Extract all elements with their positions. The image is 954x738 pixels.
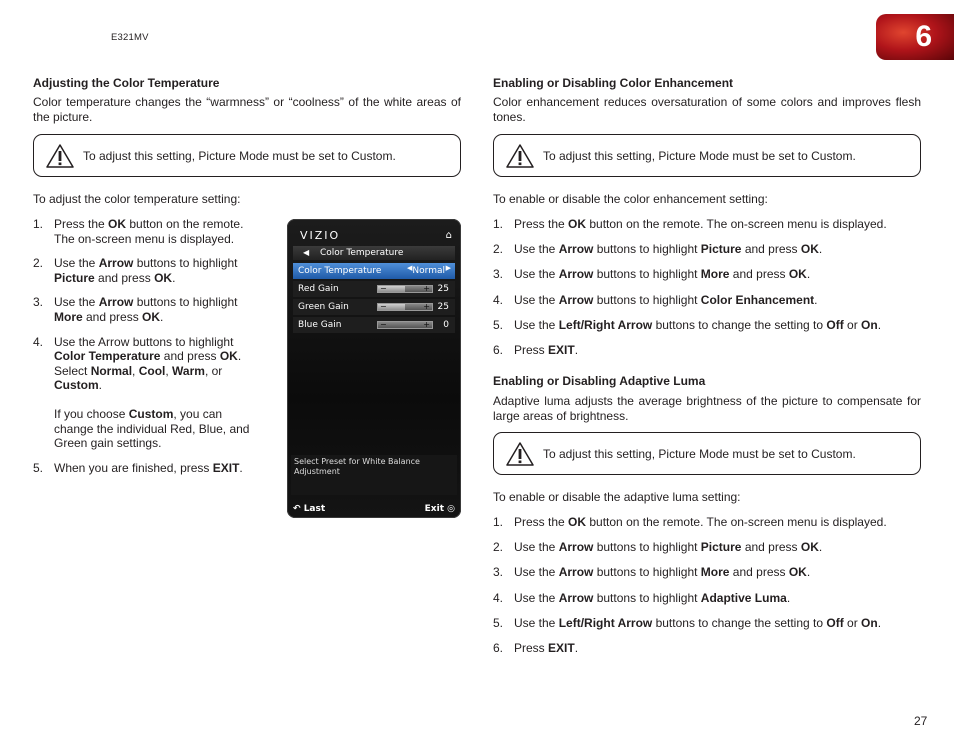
lead-color-temperature: To adjust the color temperature setting: [33, 192, 241, 206]
step-text: Use the Arrow buttons to highlight Adaptive Luma. [514, 590, 791, 605]
exit-label: Exit [424, 504, 444, 514]
plus-icon: + [423, 284, 430, 293]
step-item [493, 540, 923, 555]
step-item [33, 256, 258, 285]
note-text: To adjust this setting, Picture Mode must be set to Custom. [543, 447, 856, 461]
step-number: 3. [493, 267, 504, 282]
step-item [33, 217, 258, 246]
step-number: 2. [33, 256, 44, 271]
vizio-logo: VIZIO [300, 229, 341, 242]
menu-row-green-gain [293, 299, 455, 315]
menu-row-value: 0 [443, 320, 449, 330]
step-text: Press the OK button on the remote. The on-screen menu is displayed. [54, 217, 244, 246]
exit-button-label: Exit ◎ [424, 504, 455, 514]
steps-color-enhancement [493, 217, 923, 358]
menu-header [293, 246, 455, 260]
step-text: Press EXIT. [514, 640, 579, 655]
menu-row-value: 25 [437, 302, 449, 312]
menu-row-label: Blue Gain [298, 320, 342, 330]
step-text: Use the Arrow buttons to highlight More and press OK. [514, 565, 811, 580]
step-item [493, 641, 923, 656]
step-number: 2. [493, 242, 504, 257]
gain-slider [377, 303, 433, 311]
back-arrow-icon: ◀ [303, 248, 310, 257]
home-icon: ⌂ [445, 230, 452, 241]
step-item [33, 335, 258, 451]
step-item [493, 217, 923, 232]
step-item [33, 295, 258, 324]
intro-adaptive-luma: Adaptive luma adjusts the average brightness of the picture to compensate for large areas of brightness. [493, 394, 921, 423]
note-box-adaptive-luma [493, 432, 921, 475]
step-number: 2. [493, 540, 504, 555]
step-text: Use the Left/Right Arrow buttons to change the setting to Off or On. [514, 615, 882, 630]
step-text: Press EXIT. [514, 342, 579, 357]
step-text: Use the Arrow buttons to highlight Picture and press OK. [54, 256, 238, 285]
step-number: 4. [493, 292, 504, 307]
menu-row-red-gain [293, 281, 455, 297]
menu-row-label: Green Gain [298, 302, 349, 312]
menu-row-value: 25 [437, 284, 449, 294]
last-label: Last [303, 504, 326, 514]
step-text: Use the Arrow buttons to highlight More and press OK. [54, 295, 238, 324]
step-text: Use the Left/Right Arrow buttons to change the setting to Off or On. [514, 317, 882, 332]
menu-row-blue-gain [293, 317, 455, 333]
step-number: 5. [33, 460, 44, 475]
step-number: 4. [493, 590, 504, 605]
step-number: 3. [493, 565, 504, 580]
step-number: 5. [493, 615, 504, 630]
menu-header-title: Color Temperature [320, 248, 404, 258]
step-item [33, 461, 258, 476]
step-text: Press the OK button on the remote. The on-screen menu is displayed. [514, 515, 887, 529]
lead-adaptive-luma: To enable or disable the adaptive luma setting: [493, 490, 741, 504]
steps-adaptive-luma [493, 515, 923, 656]
menu-row-label: Red Gain [298, 284, 339, 294]
note-box-color-enhancement [493, 134, 921, 177]
step-text: Use the Arrow buttons to highlight Picture and press OK. [514, 540, 823, 555]
menu-row-value: Normal [412, 266, 445, 276]
menu-row-color-temperature [293, 263, 455, 279]
note-text: To adjust this setting, Picture Mode must be set to Custom. [543, 149, 856, 163]
intro-color-temperature: Color temperature changes the “warmness” or “coolness” of the white areas of the picture. [33, 95, 461, 124]
step-item [493, 616, 923, 631]
step-item [493, 242, 923, 257]
step-text: Press the OK button on the remote. The on-screen menu is displayed. [514, 217, 887, 231]
gain-slider [377, 321, 433, 329]
section-title-color-enhancement: Enabling or Disabling Color Enhancement [493, 76, 734, 90]
chapter-number: 6 [915, 20, 932, 53]
step-item [493, 293, 923, 308]
menu-row-label: Color Temperature [298, 266, 382, 276]
step-item [493, 343, 923, 358]
step-note: If you choose Custom, you can change the individual Red, Blue, and Green gain settings. [54, 406, 250, 451]
step-item [493, 318, 923, 333]
step-text: Use the Arrow buttons to highlight Color Temperature and press OK. Select Normal, Cool, Warm, or Custom. [54, 334, 242, 393]
step-number: 6. [493, 342, 504, 357]
step-item [493, 591, 923, 606]
page-number: 27 [914, 714, 928, 728]
step-number: 5. [493, 317, 504, 332]
step-text: When you are finished, press EXIT. [54, 460, 243, 475]
step-number: 6. [493, 640, 504, 655]
warning-icon [506, 144, 534, 168]
step-number: 4. [33, 334, 44, 349]
right-arrow-icon: ▶ [445, 264, 451, 272]
section-title-color-temperature: Adjusting the Color Temperature [33, 76, 220, 90]
plus-icon: + [423, 302, 430, 311]
step-number: 3. [33, 295, 44, 310]
step-text: Use the Arrow buttons to highlight Color Enhancement. [514, 292, 818, 307]
step-item [493, 515, 923, 530]
menu-help-text: Select Preset for White Balance Adjustment [294, 457, 420, 476]
tv-menu-screenshot [287, 219, 461, 518]
note-text: To adjust this setting, Picture Mode must be set to Custom. [83, 149, 396, 163]
step-number: 1. [493, 217, 504, 231]
menu-help-box [291, 455, 457, 495]
warning-icon [506, 442, 534, 466]
minus-icon: − [380, 320, 387, 329]
step-text: Use the Arrow buttons to highlight More and press OK. [514, 267, 811, 282]
gain-slider [377, 285, 433, 293]
plus-icon: + [423, 320, 430, 329]
steps-color-temperature [33, 217, 258, 475]
minus-icon: − [380, 284, 387, 293]
last-button-label: ↶ Last [293, 504, 326, 514]
step-number: 1. [33, 217, 44, 231]
warning-icon [46, 144, 74, 168]
note-box-color-temperature [33, 134, 461, 177]
step-item [493, 565, 923, 580]
step-item [493, 267, 923, 282]
intro-color-enhancement: Color enhancement reduces oversaturation of some colors and improves flesh tones. [493, 95, 921, 124]
lead-color-enhancement: To enable or disable the color enhancement setting: [493, 192, 768, 206]
model-number: E321MV [111, 32, 149, 43]
left-arrow-icon: ◀ [407, 264, 413, 272]
section-title-adaptive-luma: Enabling or Disabling Adaptive Luma [493, 374, 706, 388]
step-number: 1. [493, 515, 504, 529]
minus-icon: − [380, 302, 387, 311]
step-text: Use the Arrow buttons to highlight Picture and press OK. [514, 242, 823, 257]
